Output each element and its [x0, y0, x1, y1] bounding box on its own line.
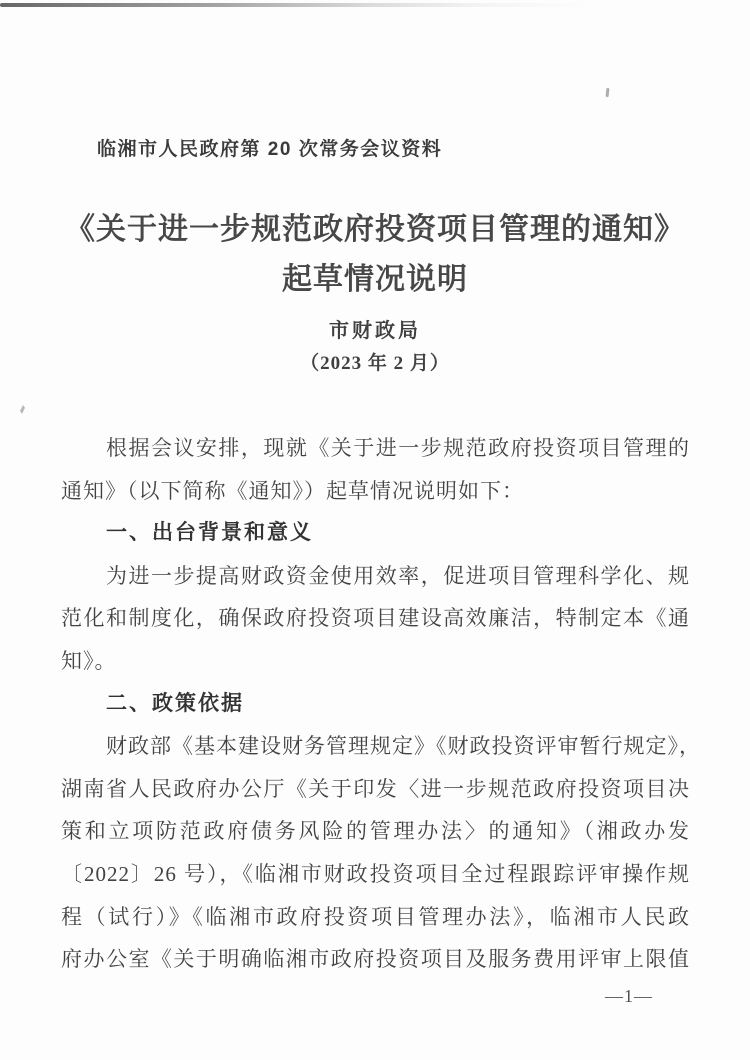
scan-speck-artifact [606, 88, 610, 97]
document-date: （2023 年 2 月） [300, 353, 450, 374]
body-line: 根据会议安排，现就《关于进一步规范政府投资项目管理的 [106, 436, 690, 460]
page-number: —1— [605, 986, 653, 1006]
body-line: 〔2022〕26 号），《临湘市财政投资项目全过程跟踪评审操作规 [61, 861, 690, 886]
section-heading: 一、出台背景和意义 [106, 521, 313, 545]
body-line: 财政部《基本建设财务管理规定》《财政投资评审暂行规定》， [106, 734, 701, 759]
body-line: 府办公室《关于明确临湘市政府投资项目及服务费用评审上限值 [61, 947, 690, 972]
document-title-line2: 起草情况说明 [282, 263, 468, 296]
document-body [61, 427, 701, 981]
body-line: 范化和制度化，确保政府投资项目建设高效廉洁，特制定本《通 [61, 606, 690, 631]
scan-speck-artifact [20, 405, 25, 414]
body-line: 程（试行）》《临湘市政府投资项目管理办法》，临湘市人民政 [61, 904, 690, 929]
body-line: 策和立项防范政府债务风险的管理办法〉的通知》（湘政办发 [61, 819, 690, 844]
body-line: 知》。 [61, 648, 117, 673]
body-line: 为进一步提高财政资金使用效率，促进项目管理科学化、规 [106, 563, 690, 588]
scan-edge-artifact [0, 3, 620, 7]
section-heading: 二、政策依据 [106, 691, 244, 715]
document-header: 临湘市人民政府第 20 次常务会议资料 [97, 139, 443, 160]
body-line: 通知》（以下简称《通知》）起草情况说明如下： [61, 478, 524, 503]
document-title-line1: 《关于进一步规范政府投资项目管理的通知》 [65, 213, 685, 246]
document-title [0, 205, 750, 305]
issuing-organization: 市财政局 [329, 320, 421, 342]
body-line: 湖南省人民政府办公厅《关于印发〈进一步规范政府投资项目决 [61, 776, 690, 801]
